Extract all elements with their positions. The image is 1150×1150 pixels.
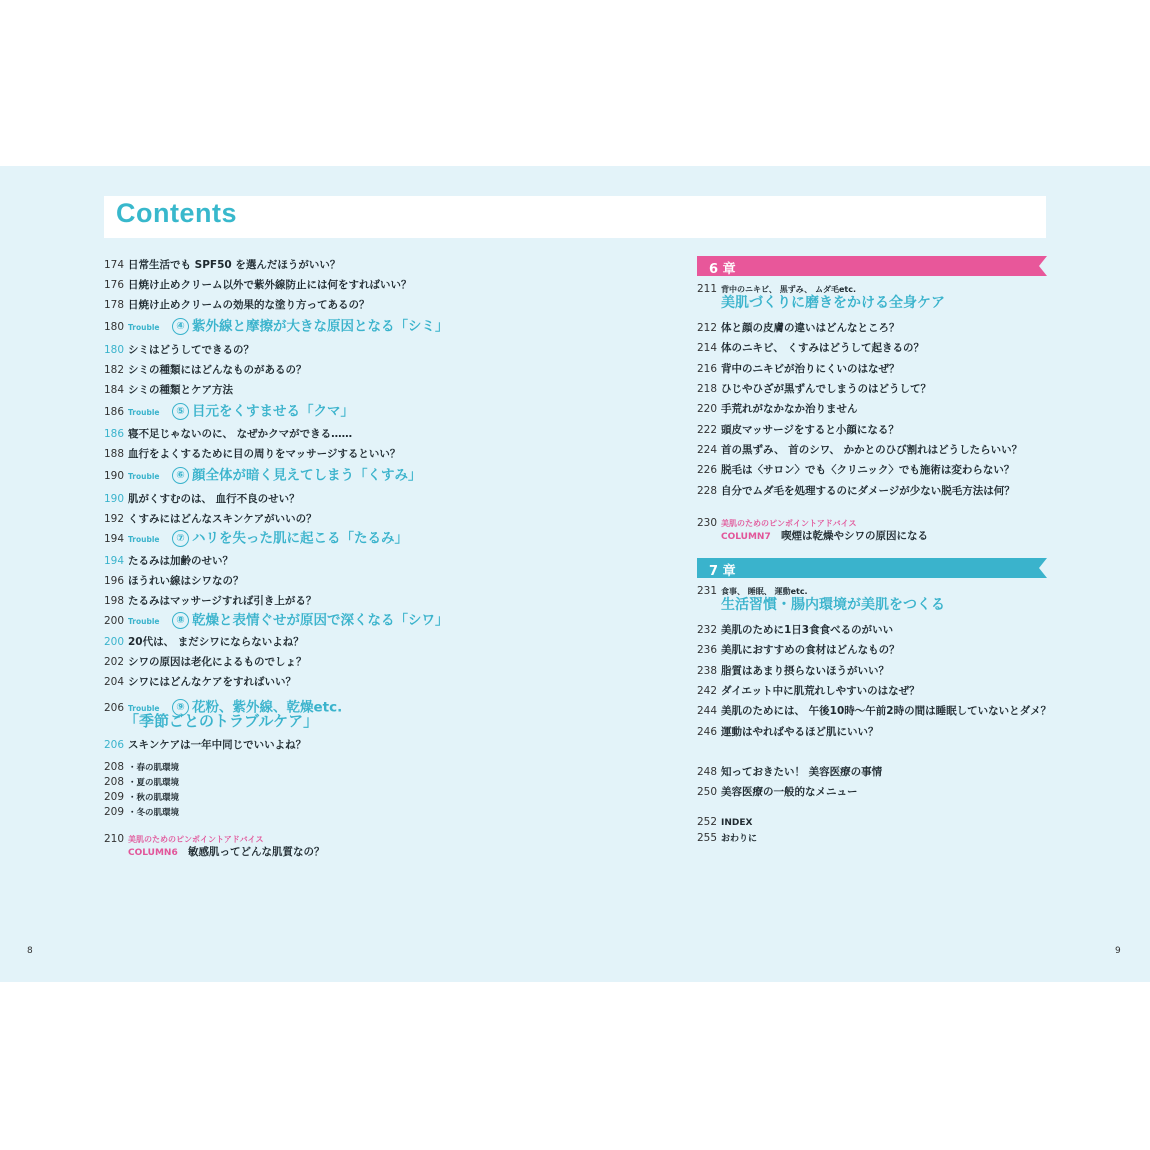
trouble-label: Trouble	[128, 407, 160, 417]
chapter-7-banner	[697, 558, 1047, 578]
trouble-title: 目元をくすませる「クマ」	[192, 403, 354, 420]
entry-text: ほうれい線はシワなの？	[128, 575, 244, 587]
chapter-subtitle: 背中のニキビ、 黒ずみ、 ムダ毛etc.	[721, 285, 857, 294]
page-ref: 248	[697, 766, 718, 778]
trouble-label: Trouble	[128, 703, 160, 713]
toc-entry	[104, 447, 400, 461]
page-number-left: 8	[27, 946, 33, 956]
trouble-title: 紫外線と摩擦が大きな原因となる「シミ」	[192, 318, 449, 335]
toc-entry	[104, 343, 254, 357]
page-ref: 190	[104, 469, 125, 482]
entry-text: 手荒れがなかなか治りません	[721, 403, 858, 415]
entry-text: シミの種類とケア方法	[128, 384, 233, 396]
trouble-number: ⑨	[172, 699, 189, 716]
column-tag: COLUMN6	[128, 848, 178, 858]
column-label: 美肌のためのピンポイントアドバイス	[128, 835, 264, 844]
page-ref: 200	[104, 636, 125, 648]
entry-text: ・夏の肌環境	[128, 778, 180, 788]
toc-entry	[697, 382, 931, 396]
page-ref: 220	[697, 403, 718, 415]
entry-text: シワの原因は老化によるものでしょ？	[128, 656, 307, 668]
trouble-title: 花粉、紫外線、乾燥etc.	[192, 699, 343, 716]
page-ref: 206	[104, 701, 125, 714]
page-ref: 226	[697, 464, 718, 476]
toc-entry	[697, 423, 899, 437]
page-ref: 194	[104, 555, 125, 567]
toc-entry	[697, 341, 924, 355]
chapter-subtitle: 食事、 睡眠、 運動etc.	[721, 587, 808, 596]
page-ref: 188	[104, 448, 125, 460]
entry-text: 喫煙は乾燥やシワの原因になる	[781, 530, 928, 542]
page-number-right: 9	[1115, 946, 1121, 956]
trouble-row	[104, 318, 449, 335]
page-ref: 246	[697, 726, 718, 738]
page-ref: 236	[697, 644, 718, 656]
page-ref: 186	[104, 405, 125, 418]
trouble-label: Trouble	[128, 616, 160, 626]
page-ref: 218	[697, 383, 718, 395]
page-ref: 211	[697, 283, 718, 295]
page-ref: 214	[697, 342, 718, 354]
entry-text: 美肌におすすめの食材はどんなもの？	[721, 644, 900, 656]
toc-entry	[697, 402, 858, 416]
left-toc-column	[104, 0, 584, 1150]
page-ref: 209	[104, 791, 125, 803]
trouble-row	[104, 612, 449, 629]
entry-text: ・春の肌環境	[128, 763, 180, 773]
page-ref: 186	[104, 428, 125, 440]
entry-text: INDEX	[721, 818, 753, 828]
chapter-ribbon	[697, 558, 1047, 578]
entry-text: スキンケアは一年中同じでいいよね？	[128, 739, 307, 751]
page-ref: 180	[104, 320, 125, 333]
season-entry	[104, 760, 179, 775]
toc-entry	[697, 725, 879, 739]
page-ref: 209	[104, 806, 125, 818]
trouble-title: ハリを失った肌に起こる「たるみ」	[192, 530, 408, 547]
page-ref: 222	[697, 424, 718, 436]
trouble-row	[104, 403, 354, 420]
chapter-ribbon	[697, 256, 1047, 276]
season-entry	[104, 790, 179, 805]
page-ref: 196	[104, 575, 125, 587]
trouble-label: Trouble	[128, 534, 160, 544]
page-ref: 204	[104, 676, 125, 688]
entry-text: 脱毛は〈サロン〉でも〈クリニック〉でも施術は変わらない？	[721, 464, 1015, 476]
toc-entry	[104, 383, 233, 397]
toc-entry	[104, 655, 307, 669]
entry-text: たるみはマッサージすれば引き上がる？	[128, 595, 317, 607]
trouble-title: 「季節ごとのトラブルケア」	[124, 712, 319, 730]
page-ref: 216	[697, 363, 718, 375]
entry-text: 体のニキビ、 くすみはどうして起きるの？	[721, 342, 925, 354]
page-ref: 228	[697, 485, 718, 497]
entry-text: シミの種類にはどんなものがあるの？	[128, 364, 307, 376]
toc-entry	[697, 664, 889, 678]
entry-text: たるみは加齢のせい？	[128, 555, 233, 567]
trouble-title-line2	[124, 714, 318, 728]
entry-text: 寝不足じゃないのに、 なぜかクマができる……	[128, 428, 353, 440]
page-ref: 244	[697, 705, 718, 717]
entry-text: 美肌のためには、 午後10時〜午前2時の間は睡眠していないとダメ？	[721, 705, 1052, 717]
page-ref: 242	[697, 685, 718, 697]
column-entry-line2	[128, 845, 325, 860]
entry-text: 知っておきたい！ 美容医療の事情	[721, 766, 883, 778]
entry-text: くすみにはどんなスキンケアがいいの？	[128, 513, 317, 525]
page-ref: 232	[697, 624, 718, 636]
page-ref: 192	[104, 513, 125, 525]
page-ref: 230	[697, 517, 718, 529]
entry-text: 日焼け止めクリームの効果的な塗り方ってあるの？	[128, 299, 370, 311]
page-ref: 252	[697, 816, 718, 828]
entry-text: 背中のニキビが治りにくいのはなぜ？	[721, 363, 900, 375]
toc-entry	[697, 785, 858, 799]
entry-text: 首の黒ずみ、 首のシワ、 かかとのひび割れはどうしたらいい？	[721, 444, 1023, 456]
page-ref: 238	[697, 665, 718, 677]
toc-entry	[697, 623, 893, 637]
chapter-6-banner	[697, 256, 1047, 276]
page-ref: 184	[104, 384, 125, 396]
toc-entry	[104, 675, 296, 689]
chapter-title-row	[721, 598, 945, 613]
entry-text: 運動はやればやるほど肌にいい？	[721, 726, 879, 738]
toc-entry	[104, 278, 412, 292]
trouble-title: 顔全体が暗く見えてしまう「くすみ」	[192, 467, 422, 484]
page-ref: 202	[104, 656, 125, 668]
page-ref: 190	[104, 493, 125, 505]
entry-text: ダイエット中に肌荒れしやすいのはなぜ？	[721, 685, 920, 697]
toc-entry	[104, 363, 307, 377]
column-label: 美肌のためのピンポイントアドバイス	[721, 519, 857, 528]
page-ref: 182	[104, 364, 125, 376]
toc-entry	[697, 704, 1051, 718]
page-ref: 200	[104, 614, 125, 627]
chapter-label: 7 章	[709, 564, 736, 579]
toc-entry	[104, 738, 306, 752]
entry-text: ・冬の肌環境	[128, 808, 180, 818]
page-ref: 250	[697, 786, 718, 798]
season-entry	[104, 775, 179, 790]
page-ref: 224	[697, 444, 718, 456]
toc-entry	[697, 684, 920, 698]
chapter-title: 美肌づくりに磨きをかける全身ケア	[721, 295, 945, 311]
season-entry	[104, 805, 179, 820]
entry-text: 美容医療の一般的なメニュー	[721, 786, 858, 798]
column-entry-line2	[721, 529, 928, 544]
toc-entry	[697, 443, 1022, 457]
chapter-title-row	[721, 296, 945, 311]
entry-text: 敏感肌ってどんな肌質なの？	[188, 846, 325, 858]
entry-text: 脂質はあまり摂らないほうがいい？	[721, 665, 889, 677]
page-ref: 208	[104, 761, 125, 773]
chapter-label: 6 章	[709, 262, 736, 277]
toc-entry	[697, 765, 882, 779]
chapter-title: 生活習慣・腸内環境が美肌をつくる	[721, 597, 945, 613]
page-ref: 178	[104, 299, 125, 311]
toc-entry	[104, 594, 316, 608]
toc-entry	[104, 635, 304, 649]
page-ref: 176	[104, 279, 125, 291]
page-ref: 210	[104, 833, 125, 845]
toc-entry	[104, 258, 340, 272]
entry-text: シミはどうしてできるの？	[128, 344, 254, 356]
trouble-label: Trouble	[128, 471, 160, 481]
page-ref: 206	[104, 739, 125, 751]
trouble-number: ⑤	[172, 403, 189, 420]
page-ref: 208	[104, 776, 125, 788]
page-ref: 198	[104, 595, 125, 607]
entry-text: 日常生活でも SPF50 を選んだほうがいい？	[128, 259, 341, 271]
trouble-number: ⑥	[172, 467, 189, 484]
toc-entry	[104, 492, 300, 506]
toc-entry	[104, 427, 352, 441]
right-toc-column	[697, 0, 1117, 1150]
trouble-row	[104, 530, 408, 547]
toc-entry	[104, 298, 370, 312]
toc-entry	[697, 831, 757, 846]
trouble-number: ⑧	[172, 612, 189, 629]
trouble-number: ④	[172, 318, 189, 335]
entry-text: 頭皮マッサージをすると小顔になる？	[721, 424, 899, 436]
trouble-title: 乾燥と表情ぐせが原因で深くなる「シワ」	[192, 612, 449, 629]
page-ref: 174	[104, 259, 125, 271]
trouble-row	[104, 467, 422, 484]
toc-entry	[697, 484, 1015, 498]
toc-entry	[697, 321, 900, 335]
entry-text: 血行をよくするために目の周りをマッサージするといい？	[128, 448, 401, 460]
page-ref: 212	[697, 322, 718, 334]
entry-text: 20代は、 まだシワにならないよね？	[128, 636, 304, 648]
entry-text: シワにはどんなケアをすればいい？	[128, 676, 296, 688]
toc-entry	[104, 574, 244, 588]
page-ref: 231	[697, 585, 718, 597]
entry-text: 肌がくすむのは、 血行不良のせい？	[128, 493, 300, 505]
entry-text: ・秋の肌環境	[128, 793, 180, 803]
trouble-label: Trouble	[128, 322, 160, 332]
toc-entry	[104, 554, 233, 568]
trouble-number: ⑦	[172, 530, 189, 547]
entry-text: 日焼け止めクリーム以外で紫外線防止には何をすればいい？	[128, 279, 412, 291]
toc-entry	[104, 512, 317, 526]
page-ref: 194	[104, 532, 125, 545]
entry-text: 美肌のために1日3食食べるのがいい	[721, 624, 894, 636]
toc-entry	[697, 643, 900, 657]
page-ref: 180	[104, 344, 125, 356]
entry-text: おわりに	[721, 834, 758, 844]
toc-entry	[697, 463, 1014, 477]
entry-text: 自分でムダ毛を処理するのにダメージが少ない脱毛方法は何？	[721, 485, 1015, 497]
page-ref: 255	[697, 832, 718, 844]
page-title: Contents	[116, 198, 237, 228]
toc-entry	[697, 362, 900, 376]
toc-entry	[697, 815, 752, 830]
entry-text: 体と顔の皮膚の違いはどんなところ？	[721, 322, 900, 334]
column-tag: COLUMN7	[721, 532, 771, 542]
entry-text: ひじやひざが黒ずんでしまうのはどうして？	[721, 383, 931, 395]
